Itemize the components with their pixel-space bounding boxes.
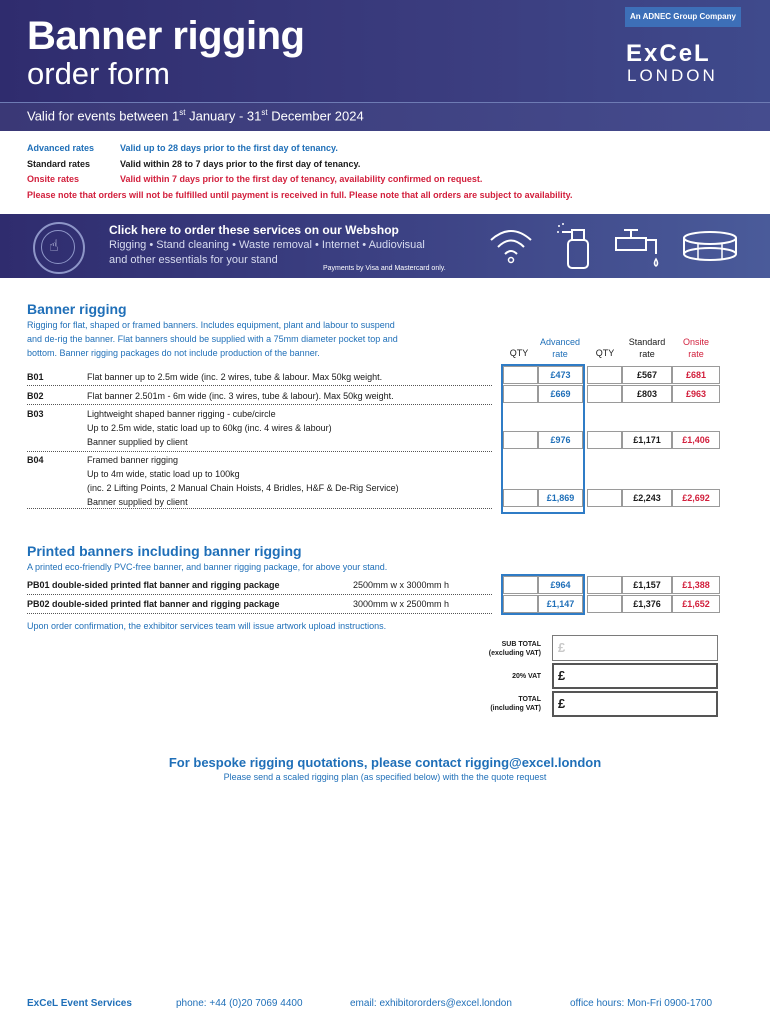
footer-hours: office hours: Mon-Fri 0900-1700 [570, 998, 713, 1009]
row-divider [27, 508, 492, 509]
vat-currency: £ [558, 668, 566, 683]
qty-advanced-b04[interactable] [503, 489, 538, 507]
artwork-note: Upon order confirmation, the exhibitor services team will issue artwork upload instructions. [27, 621, 387, 631]
group-badge: An ADNEC Group Company [625, 7, 741, 27]
advanced-rates-desc: Valid up to 28 days prior to the first day of tenancy. [120, 143, 338, 153]
item-code-b01: B01 [27, 372, 44, 382]
price-onsite-pb02: £1,652 [672, 595, 720, 613]
qty-advanced-pb01[interactable] [503, 576, 538, 594]
price-onsite-b01: £681 [672, 366, 720, 384]
price-onsite-b02: £963 [672, 385, 720, 403]
price-standard-b03: £1,171 [622, 431, 672, 449]
price-standard-b02: £803 [622, 385, 672, 403]
sub-total-field[interactable] [552, 635, 718, 661]
validity-text: Valid for events between 1st January - 31st December 2024 [27, 108, 364, 124]
item-size-pb01: 2500mm w x 3000mm h [353, 580, 450, 590]
payment-note: Please note that orders will not be fulfilled until payment is received in full. Please note that all orders are subject to availability. [27, 190, 573, 200]
onsite-rate-header: Onsite rate [682, 337, 709, 359]
bespoke-heading[interactable]: For bespoke rigging quotations, please contact rigging@excel.london [168, 755, 602, 770]
cleaning-spray-icon [556, 222, 596, 272]
qty-standard-pb02[interactable] [587, 595, 622, 613]
qty-standard-b03[interactable] [587, 431, 622, 449]
qty-advanced-b03[interactable] [503, 431, 538, 449]
price-onsite-b03: £1,406 [672, 431, 720, 449]
banner-rigging-desc-2: and de-rig the banner. Flat banners should be supplied with a 75mm diameter pocket top and [27, 334, 398, 344]
qty-advanced-b01[interactable] [503, 366, 538, 384]
total-currency: £ [558, 696, 566, 711]
item-size-pb02: 3000mm w x 2500mm h [353, 599, 450, 609]
row-divider [27, 613, 492, 614]
item-code-b02: B02 [27, 391, 44, 401]
price-standard-pb02: £1,376 [622, 595, 672, 613]
excel-logo: ExCeL [626, 40, 711, 67]
item-code-b04: B04 [27, 455, 44, 465]
item-desc-b02: Flat banner 2.501m - 6m wide (inc. 3 wires, tube & labour). Max 50kg weight. [87, 391, 394, 401]
excel-logo-london: LONDON [627, 66, 718, 85]
webshop-link[interactable]: Click here to order these services on our Webshop [109, 223, 399, 237]
footer-email[interactable]: email: exhibitororders@excel.london [350, 998, 512, 1009]
qty-header-standard: QTY [595, 348, 615, 358]
total-field[interactable] [552, 691, 718, 717]
hand-pointer-icon: ☝ [49, 238, 59, 255]
standard-rates-label: Standard rates [27, 159, 91, 169]
rigging-truss-icon [680, 228, 740, 268]
standard-rates-desc: Valid within 28 to 7 days prior to the first day of tenancy. [120, 159, 361, 169]
qty-header-advanced: QTY [509, 348, 529, 358]
item-code-b03: B03 [27, 409, 44, 419]
item-desc-b03: Lightweight shaped banner rigging - cube/circle Up to 2.5m wide, static load up to 60kg (inc. 4 wires & labour) Banner supplied by client [87, 409, 332, 447]
footer-services: ExCeL Event Services [27, 998, 132, 1009]
banner-rigging-desc-3: bottom. Banner rigging packages do not include production of the banner. [27, 348, 320, 358]
onsite-rates-label: Onsite rates [27, 174, 80, 184]
printed-banners-heading: Printed banners including banner rigging [27, 543, 302, 559]
price-advanced-b03: £976 [538, 431, 583, 449]
price-advanced-b04: £1,869 [538, 489, 583, 507]
item-name-pb01: PB01 double-sided printed flat banner and rigging package [27, 580, 280, 590]
price-onsite-pb01: £1,388 [672, 576, 720, 594]
advanced-rates-label: Advanced rates [27, 143, 95, 153]
price-standard-b01: £567 [622, 366, 672, 384]
qty-standard-pb01[interactable] [587, 576, 622, 594]
advanced-rate-header: Advanced rate [539, 337, 581, 359]
item-name-pb02: PB02 double-sided printed flat banner and rigging package [27, 599, 280, 609]
row-divider [27, 385, 492, 386]
item-desc-b01: Flat banner up to 2.5m wide (inc. 2 wires, tube & labour. Max 50kg weight. [87, 372, 383, 382]
standard-rate-header: Standard rate [628, 337, 666, 359]
price-standard-pb01: £1,157 [622, 576, 672, 594]
price-advanced-pb02: £1,147 [538, 595, 583, 613]
vat-field[interactable] [552, 663, 718, 689]
price-advanced-pb01: £964 [538, 576, 583, 594]
qty-standard-b04[interactable] [587, 489, 622, 507]
price-standard-b04: £2,243 [622, 489, 672, 507]
row-divider [27, 451, 492, 452]
webshop-services-cont: and other essentials for your stand [109, 254, 278, 266]
price-advanced-b02: £669 [538, 385, 583, 403]
water-tap-icon [614, 226, 664, 270]
payment-methods-note: Payments by Visa and Mastercard only. [323, 265, 446, 272]
qty-advanced-pb02[interactable] [503, 595, 538, 613]
webshop-services: Rigging • Stand cleaning • Waste removal • Internet • Audiovisual [109, 239, 425, 251]
price-onsite-b04: £2,692 [672, 489, 720, 507]
page-title: Banner rigging [27, 14, 305, 58]
onsite-rates-desc: Valid within 7 days prior to the first day of tenancy, availability confirmed on request. [120, 174, 483, 184]
row-divider [27, 594, 492, 595]
qty-standard-b02[interactable] [587, 385, 622, 403]
bespoke-subtitle: Please send a scaled rigging plan (as specified below) with the the quote request [223, 772, 547, 782]
sub-total-label: SUB TOTAL (excluding VAT) [488, 641, 541, 657]
qty-standard-b01[interactable] [587, 366, 622, 384]
printed-banners-desc: A printed eco-friendly PVC-free banner, and banner rigging package, for above your stand. [27, 562, 388, 572]
vat-label: 20% VAT [512, 673, 541, 680]
page-subtitle: order form [27, 56, 170, 91]
item-desc-b04: Framed banner rigging Up to 4m wide, static load up to 100kg (inc. 2 Lifting Points, 2 Manual Chain Hoists, 4 Bridles, H&F & De-Rig Service) Banner supplied by client [87, 455, 399, 507]
wifi-icon [486, 224, 536, 266]
price-advanced-b01: £473 [538, 366, 583, 384]
sub-total-currency: £ [558, 640, 566, 655]
row-divider [27, 404, 492, 405]
banner-rigging-desc-1: Rigging for flat, shaped or framed banners. Includes equipment, plant and labour to suspend [27, 320, 395, 330]
qty-advanced-b02[interactable] [503, 385, 538, 403]
banner-rigging-heading: Banner rigging [27, 301, 127, 317]
total-label: TOTAL (including VAT) [490, 696, 541, 712]
footer-phone[interactable]: phone: +44 (0)20 7069 4400 [176, 998, 303, 1009]
